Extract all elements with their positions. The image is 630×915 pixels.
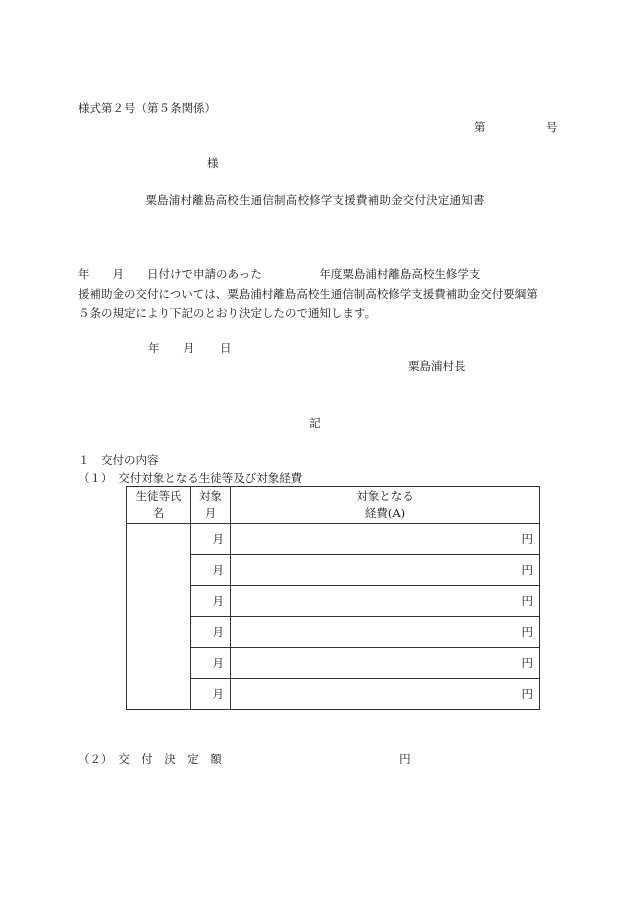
header-target-expense: [231, 487, 540, 524]
expense-table: [126, 486, 540, 710]
header-expense-line-1: 対象となる: [356, 489, 414, 503]
section-1-heading: １ 交付の内容: [78, 453, 159, 467]
table-row: [127, 524, 540, 555]
amount-cell[interactable]: 円: [231, 617, 540, 648]
amount-cell[interactable]: 円: [231, 648, 540, 679]
date-year: 年: [148, 341, 160, 355]
month-cell[interactable]: 月: [191, 617, 231, 648]
body-paragraph-line-2: 援補助金の交付については、粟島浦村離島高校生通信制高校修学支援費補助金交付要綱第: [78, 287, 538, 301]
month-cell[interactable]: 月: [191, 524, 231, 555]
date-day: 日: [220, 341, 232, 355]
section-2-label: （２） 交 付 決 定 額: [78, 752, 222, 766]
header-expense-line-2: 経費(A): [364, 506, 406, 520]
document-number-suffix: 号: [546, 120, 558, 134]
amount-cell[interactable]: 円: [231, 555, 540, 586]
student-name-cell[interactable]: [127, 524, 191, 710]
month-cell[interactable]: 月: [191, 555, 231, 586]
month-cell[interactable]: 月: [191, 586, 231, 617]
section-2-row: [78, 751, 411, 767]
form-label: 様式第２号（第５条関係）: [78, 101, 216, 115]
document-title: 粟島浦村離島高校生通信制高校修学支援費補助金交付決定通知書: [145, 193, 485, 207]
header-student-name: 生徒等氏名: [127, 487, 191, 524]
date-month: 月: [183, 341, 195, 355]
addressee-honorific: 様: [207, 156, 219, 170]
document-number-prefix: 第: [474, 120, 486, 134]
section-2-unit: 円: [399, 752, 411, 766]
amount-cell[interactable]: 円: [231, 679, 540, 710]
body-paragraph-line-3: ５条の規定により下記のとおり決定したので通知します。: [78, 306, 377, 320]
month-cell[interactable]: 月: [191, 679, 231, 710]
month-cell[interactable]: 月: [191, 648, 231, 679]
table-header-row: [127, 487, 540, 524]
header-target-month: 対象月: [191, 487, 231, 524]
amount-cell[interactable]: 円: [231, 586, 540, 617]
signer-title: 粟島浦村長: [408, 359, 466, 373]
body-paragraph-line-1: 年 月 日付けで申請のあった 年度粟島浦村離島高校生修学支: [78, 267, 481, 281]
section-1-1-heading: （１） 交付対象となる生徒等及び対象経費: [78, 471, 303, 485]
ki-heading: 記: [309, 416, 321, 430]
amount-cell[interactable]: 円: [231, 524, 540, 555]
